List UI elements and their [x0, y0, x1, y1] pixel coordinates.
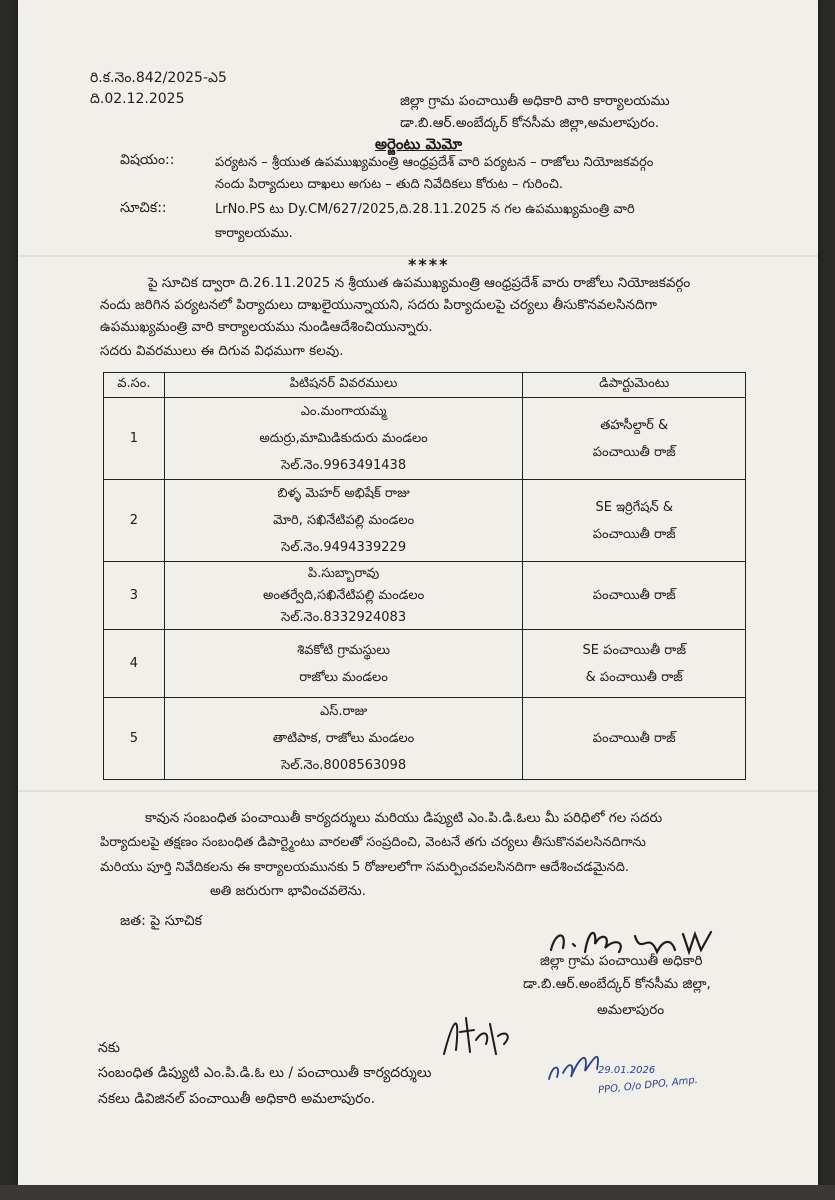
closing-line: మరియు పూర్తి నివేదికలను ఈ కార్యాలయమునకు 5 రోజులలోగా సమర్పించవలసినదిగా ఆదేశించడమైనది.	[100, 860, 630, 875]
petition-table	[103, 372, 746, 780]
table-row	[104, 398, 746, 480]
petitioner-name: శివకోటి గ్రామస్థులు	[297, 642, 391, 658]
copy-to-line: నకలు డివిజినల్ పంచాయితీ అధికారి అమలాపురం.	[98, 1091, 376, 1107]
petitioner-phone: సెల్.నెం.8008563098	[281, 758, 407, 773]
initials-mark	[440, 1010, 515, 1060]
signatory-district: డా.బి.ఆర్.అంబేద్కర్ కోనసీమ జిల్లా,	[523, 976, 711, 992]
subject-label: విషయం::	[120, 152, 175, 168]
separator-stars: ****	[408, 255, 450, 274]
reference-label: సూచిక::	[120, 200, 167, 216]
intro-line: సదరు వివరములు ఈ దిగువ విధముగా కలవు.	[100, 343, 344, 359]
department-cell	[523, 630, 746, 698]
department-line: పంచాయితీ రాజ్	[592, 731, 676, 746]
petitioner-name: పి.సుబ్బారావు	[307, 565, 380, 581]
petitioner-address: మోరి, సఖినేటిపల్లి మండలం	[273, 513, 415, 528]
petitioner-phone: సెల్.నెం.9494339229	[281, 540, 407, 555]
petitioner-cell	[164, 630, 523, 698]
department-cell	[523, 562, 746, 630]
copy-to-line: సంబంధిత డిప్యుటి ఎం.పి.డి.ఓ లు / పంచాయితీ కార్యదర్శులు	[98, 1065, 432, 1081]
serial-number: 2	[104, 480, 165, 562]
reference-line: LrNo.PS టు Dy.CM/627/2025,ది.28.11.2025 న గల ఉపముఖ్యమంత్రి వారి	[215, 202, 635, 217]
petitioner-name: బిళ్ళ మెహర్ అభిషేక్ రాజు	[277, 486, 410, 501]
subject-line: పర్యటన – శ్రీయుత ఉపముఖ్యమంత్రి ఆంధ్రప్రదేశ్ వారి పర్యటన – రాజోలు నియోజకవర్గం	[215, 155, 654, 170]
petitioner-cell	[164, 480, 523, 562]
department-cell	[523, 398, 746, 480]
department-line: SE ఇర్రిగేషన్ &	[595, 499, 673, 515]
intro-line: పై సూచిక ద్వారా ది.26.11.2025 న శ్రీయుత ఉపముఖ్యమంత్రి ఆంధ్రప్రదేశ్ వారు రాజోలు నియోజకవర్గం	[148, 275, 691, 291]
intro-line: నందు జరిగిన పర్యటనలో పిర్యాదులు దాఖలైయున్నాయని, సదరు పిర్యాదులపై చర్యలు తీసుకొనవలసినదిగా	[100, 297, 657, 313]
memo-title: అర్జెంటు మెమో	[375, 135, 463, 153]
petitioner-cell	[164, 562, 523, 630]
closing-line: పిర్యాదులపై తక్షణం సంబంధిత డిపార్ట్మెంటు వారలతో సంప్రదించి, వెంటనే తగు చర్యలు తీసుకొనవలసినదిగాను	[100, 835, 646, 850]
subject-line: నందు పిర్యాదులు దాఖలు అగుట – తుది నివేదికలు కోరుట – గురించి.	[215, 177, 563, 192]
receipt-note: PPO, O/o DPO, Amp.	[597, 1074, 699, 1097]
paper-fold	[18, 790, 818, 792]
petitioner-cell	[164, 698, 523, 780]
petitioner-address: రాజోలు మండలం	[299, 669, 388, 685]
petitioner-name: ఎస్.రాజు	[319, 704, 368, 719]
receipt-date: 29.01.2026	[598, 1065, 656, 1076]
document-date: ది.02.12.2025	[90, 91, 185, 107]
department-cell	[523, 480, 746, 562]
table-row	[104, 630, 746, 698]
column-header: వ.సం.	[104, 373, 165, 398]
office-address: డా.బి.ఆర్.అంబేద్కర్ కోనసీమ జిల్లా,అమలాపురం.	[400, 115, 660, 131]
petitioner-address: తాటిపాక, రాజోలు మండలం	[272, 731, 415, 746]
copy-to-heading: నకు	[98, 1040, 120, 1056]
signatory-place: అమలాపురం	[597, 1002, 665, 1018]
table-row	[104, 698, 746, 780]
floor-background	[0, 1185, 835, 1200]
serial-number: 3	[104, 562, 165, 630]
petitioner-address: అదుర్రు,మామిడికుదురు మండలం	[259, 431, 428, 446]
petitioner-phone: సెల్.నెం.9963491438	[281, 458, 407, 473]
enclosure-note: జత: పై సూచిక	[120, 913, 202, 929]
intro-line: ఉపముఖ్యమంత్రి వారి కార్యాలయము నుండిఆదేశించియున్నారు.	[100, 319, 433, 335]
closing-line: అతి జరురుగా భావించవలెను.	[210, 883, 366, 899]
serial-number: 1	[104, 398, 165, 480]
department-line: పంచాయితీ రాజ్	[592, 526, 676, 542]
serial-number: 5	[104, 698, 165, 780]
reference-line: కార్యాలయము.	[215, 226, 293, 241]
column-header: పిటిషనర్ వివరములు	[164, 373, 523, 398]
column-header: డిపార్టుమెంటు	[523, 373, 746, 398]
serial-number: 4	[104, 630, 165, 698]
department-line: SE పంచాయితీ రాజ్	[582, 642, 686, 658]
department-line: పంచాయితీ రాజ్	[592, 588, 676, 603]
signatory-designation: జిల్లా గ్రామ పంచాయితీ అధికారి	[540, 953, 703, 969]
table-row	[104, 562, 746, 630]
office-name: జిల్లా గ్రామ పంచాయితీ అధికారి వారి కార్యాలయము	[400, 93, 670, 109]
table-header-row	[104, 373, 746, 398]
closing-line: కావున సంబంధిత పంచాయితీ కార్యదర్శులు మరియు డిప్యుటి ఎం.పి.డి.ఓలు మీ పరిధిలో గల సదరు	[145, 810, 663, 826]
reference-number: రి.క.నెం.842/2025-ఎ5	[90, 70, 227, 86]
department-line: పంచాయితీ రాజ్	[592, 444, 676, 460]
table-row	[104, 480, 746, 562]
petitioner-cell	[164, 398, 523, 480]
petitioner-address: అంతర్వేది,సఖినేటిపల్లి మండలం	[262, 587, 425, 603]
petitioner-name: ఎం.మంగాయమ్మ	[300, 404, 387, 419]
petitioner-phone: సెల్.నెం.8332924083	[281, 609, 407, 625]
department-line: తహసీల్దార్ &	[600, 417, 669, 433]
department-line: & పంచాయితీ రాజ్	[585, 669, 683, 685]
department-cell	[523, 698, 746, 780]
